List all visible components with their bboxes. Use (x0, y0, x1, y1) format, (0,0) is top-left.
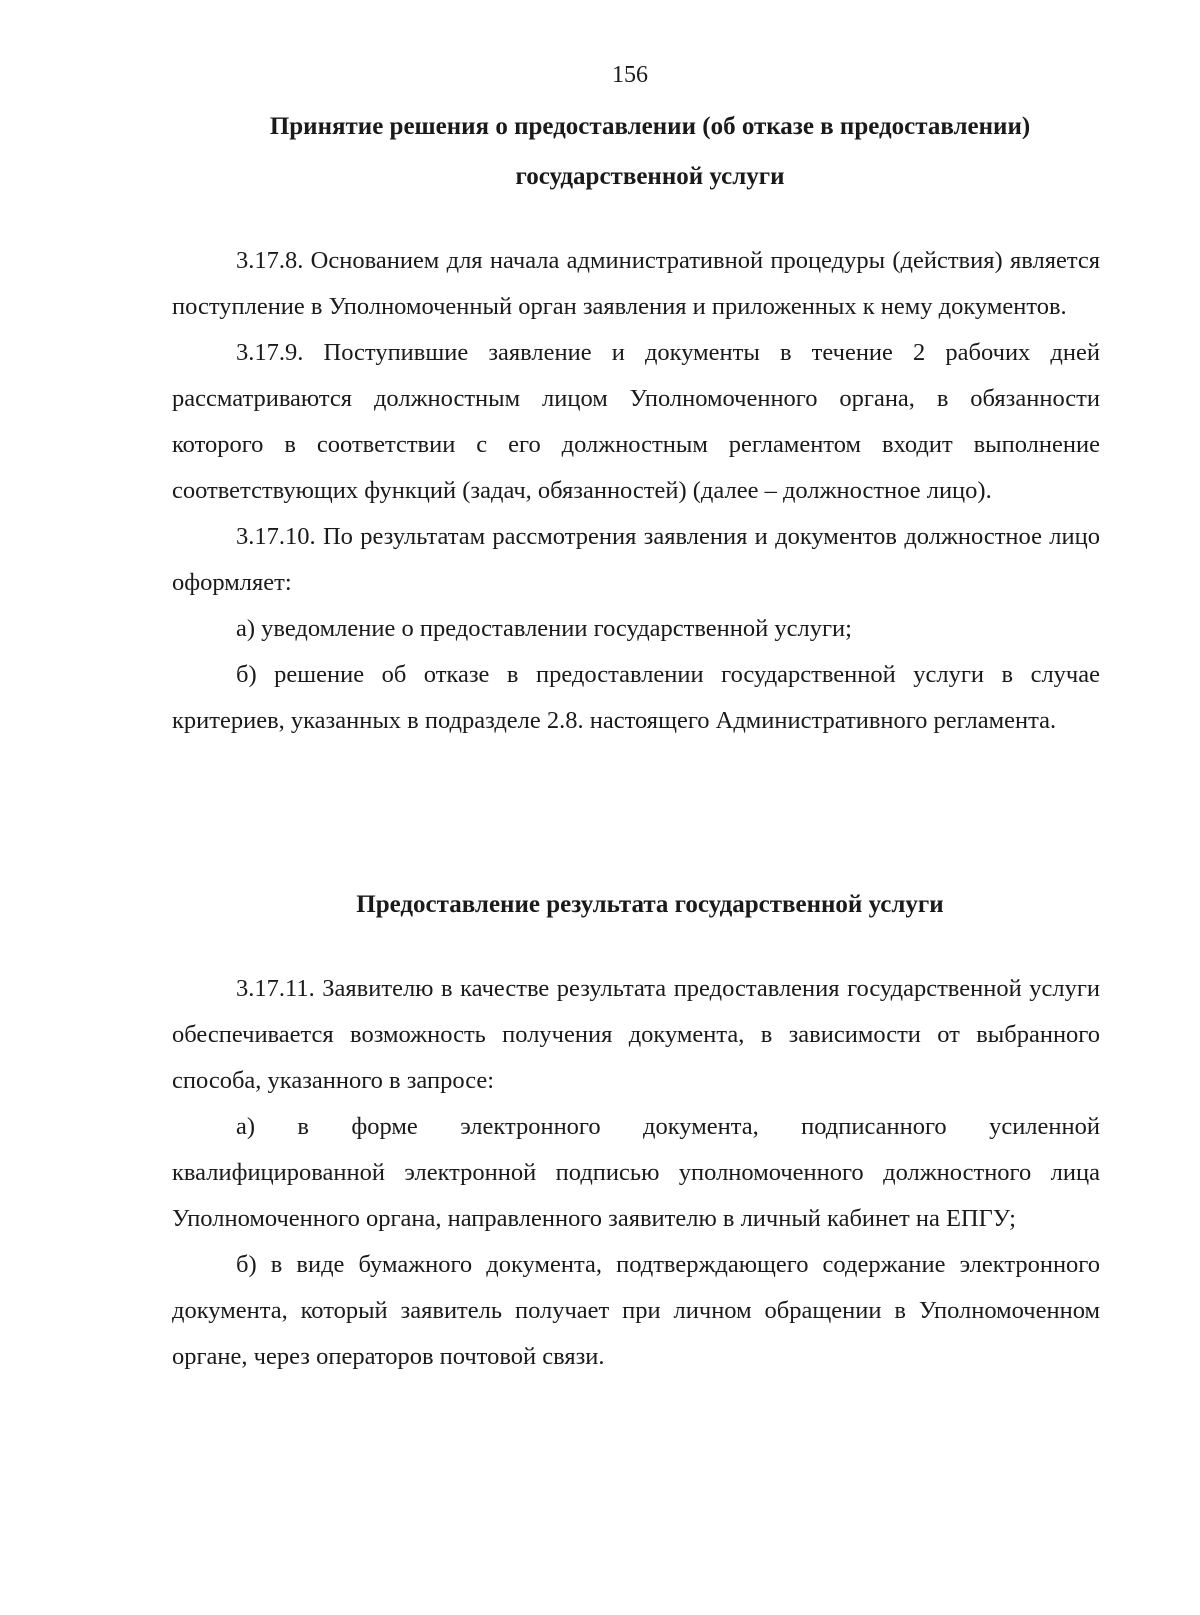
paragraph-item-a: а) уведомление о предоставлении государственной услуги; (236, 615, 852, 642)
section-body-result (172, 966, 1100, 1380)
section-heading-decision (170, 102, 1130, 202)
paragraph-3-17-11: 3.17.11. Заявителю в качестве результата предоставления государственной услуги обеспечивается возможность получения документа, в зависимости от выбранного способа, указанного в запросе: (172, 975, 1100, 1094)
paragraph-3-17-8: 3.17.8. Основанием для начала административной процедуры (действия) является поступление в Уполномоченный орган заявления и приложенных к нему документов. (172, 247, 1100, 320)
paragraph-3-17-10: 3.17.10. По результатам рассмотрения заявления и документов должностное лицо оформляет: (172, 523, 1100, 596)
paragraph-item-b: б) решение об отказе в предоставлении государственной услуги в случае критериев, указанных в подразделе 2.8. настоящего Административного регламента. (172, 661, 1100, 734)
section-heading-line: Принятие решения о предоставлении (об отказе в предоставлении) (269, 113, 1031, 140)
paragraph-3-17-9: 3.17.9. Поступившие заявление и документы в течение 2 рабочих дней рассматриваются должностным лицом Уполномоченного органа, в обязанности которого в соответствии с его должностным регламентом входит выполнение соответствующих функций (задач, обязанностей) (далее – должностное лицо). (172, 339, 1100, 504)
section-body-decision (172, 238, 1100, 744)
section-heading-line: государственной услуги (515, 163, 785, 190)
paragraph-item-a: а) в форме электронного документа, подписанного усиленной квалифицированной электронной подписью уполномоченного должностного лица Уполномоченного органа, направленного заявителю в личный кабинет на ЕПГУ; (172, 1113, 1100, 1232)
section-heading-result: Предоставление результата государственной услуги (356, 891, 944, 918)
paragraph-item-b: б) в виде бумажного документа, подтверждающего содержание электронного документа, который заявитель получает при личном обращении в Уполномоченном органе, через операторов почтовой связи. (172, 1251, 1100, 1370)
page-number: 156 (612, 62, 648, 88)
